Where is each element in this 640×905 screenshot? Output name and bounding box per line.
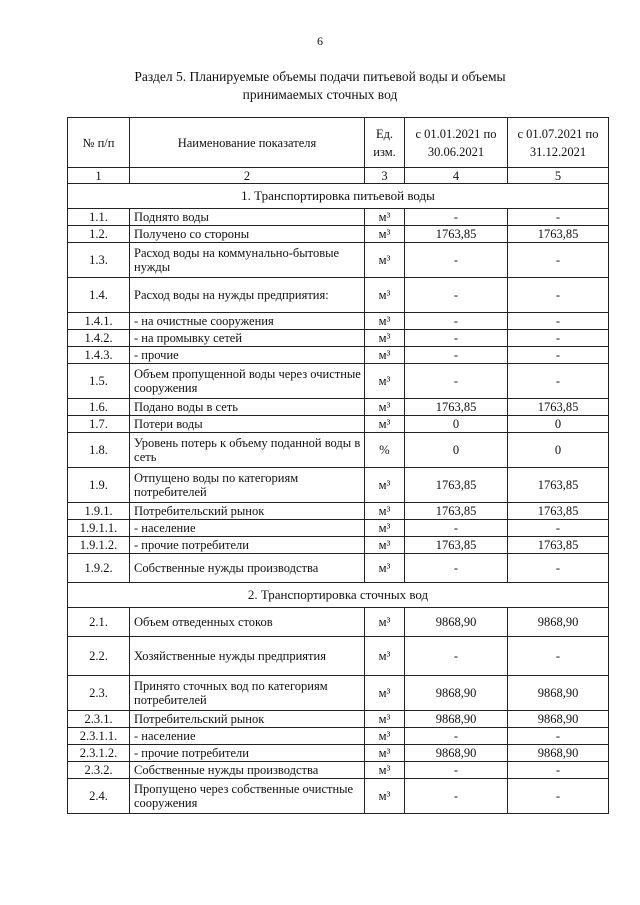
row-number: 2.3. — [68, 676, 130, 711]
unit-of-measure: м³ — [365, 537, 405, 554]
row-number: 1.4.1. — [68, 313, 130, 330]
indicator-name: Поднято воды — [130, 209, 365, 226]
value-period-2: - — [508, 520, 609, 537]
value-period-2: - — [508, 243, 609, 278]
header-name: Наименование показателя — [130, 118, 365, 168]
planned-volumes-table — [67, 117, 609, 814]
value-period-2: - — [508, 209, 609, 226]
indicator-name: Подано воды в сеть — [130, 399, 365, 416]
table-row — [68, 330, 609, 347]
value-period-2: 1763,85 — [508, 226, 609, 243]
value-period-2: 1763,85 — [508, 503, 609, 520]
value-period-1: 1763,85 — [405, 468, 508, 503]
row-number: 2.4. — [68, 779, 130, 814]
column-index: 4 — [405, 168, 508, 184]
row-number: 2.1. — [68, 608, 130, 637]
table-row — [68, 503, 609, 520]
row-number: 2.3.1. — [68, 711, 130, 728]
value-period-1: - — [405, 779, 508, 814]
unit-of-measure: м³ — [365, 347, 405, 364]
indicator-name: - прочие потребители — [130, 745, 365, 762]
value-period-1: 1763,85 — [405, 503, 508, 520]
section-heading: 2. Транспортировка сточных вод — [68, 583, 609, 608]
value-period-1: - — [405, 313, 508, 330]
value-period-1: 1763,85 — [405, 537, 508, 554]
table-row — [68, 209, 609, 226]
value-period-1: 1763,85 — [405, 226, 508, 243]
value-period-2: 0 — [508, 416, 609, 433]
unit-of-measure: м³ — [365, 468, 405, 503]
indicator-name: Объем пропущенной воды через очистные сооружения — [130, 364, 365, 399]
column-index: 3 — [365, 168, 405, 184]
table-row — [68, 779, 609, 814]
indicator-name: Собственные нужды производства — [130, 762, 365, 779]
indicator-name: - население — [130, 728, 365, 745]
section-title-line-1: Раздел 5. Планируемые объемы подачи питьевой воды и объемы — [134, 69, 506, 84]
table-row — [68, 762, 609, 779]
value-period-2: 1763,85 — [508, 468, 609, 503]
header-num: № п/п — [68, 118, 130, 168]
row-number: 1.4.2. — [68, 330, 130, 347]
column-index: 1 — [68, 168, 130, 184]
section-title — [100, 68, 540, 104]
row-number: 2.3.2. — [68, 762, 130, 779]
row-number: 1.7. — [68, 416, 130, 433]
row-number: 2.3.1.2. — [68, 745, 130, 762]
table-row — [68, 313, 609, 330]
row-number: 2.2. — [68, 637, 130, 676]
indicator-name: Потребительский рынок — [130, 503, 365, 520]
table-row — [68, 537, 609, 554]
section-row — [68, 184, 609, 209]
row-number: 1.9.1.2. — [68, 537, 130, 554]
table-row — [68, 637, 609, 676]
indicator-name: Потребительский рынок — [130, 711, 365, 728]
value-period-1: 9868,90 — [405, 608, 508, 637]
unit-of-measure: м³ — [365, 209, 405, 226]
indicator-name: Получено со стороны — [130, 226, 365, 243]
unit-of-measure: м³ — [365, 330, 405, 347]
value-period-2: - — [508, 347, 609, 364]
unit-of-measure: м³ — [365, 520, 405, 537]
indicator-name: Уровень потерь к объему поданной воды в сеть — [130, 433, 365, 468]
table-row — [68, 347, 609, 364]
value-period-1: - — [405, 243, 508, 278]
value-period-1: 9868,90 — [405, 711, 508, 728]
row-number: 1.9.1.1. — [68, 520, 130, 537]
unit-of-measure: м³ — [365, 608, 405, 637]
value-period-2: - — [508, 762, 609, 779]
indicator-name: Хозяйственные нужды предприятия — [130, 637, 365, 676]
row-number: 1.4. — [68, 278, 130, 313]
unit-of-measure: м³ — [365, 399, 405, 416]
value-period-1: 0 — [405, 433, 508, 468]
table-row — [68, 520, 609, 537]
table-row — [68, 278, 609, 313]
unit-of-measure: м³ — [365, 243, 405, 278]
value-period-2: 9868,90 — [508, 676, 609, 711]
value-period-1: - — [405, 364, 508, 399]
value-period-1: - — [405, 554, 508, 583]
value-period-2: - — [508, 728, 609, 745]
value-period-2: - — [508, 637, 609, 676]
section-row — [68, 583, 609, 608]
table-row — [68, 243, 609, 278]
indicator-name: Собственные нужды производства — [130, 554, 365, 583]
row-number: 1.2. — [68, 226, 130, 243]
unit-of-measure: м³ — [365, 503, 405, 520]
value-period-1: 9868,90 — [405, 745, 508, 762]
value-period-1: - — [405, 762, 508, 779]
unit-of-measure: м³ — [365, 711, 405, 728]
table-row — [68, 468, 609, 503]
unit-of-measure: % — [365, 433, 405, 468]
section-heading: 1. Транспортировка питьевой воды — [68, 184, 609, 209]
table-row — [68, 728, 609, 745]
value-period-1: - — [405, 278, 508, 313]
unit-of-measure: м³ — [365, 637, 405, 676]
row-number: 1.4.3. — [68, 347, 130, 364]
value-period-1: - — [405, 637, 508, 676]
indicator-name: Расход воды на коммунально-бытовые нужды — [130, 243, 365, 278]
value-period-2: 0 — [508, 433, 609, 468]
value-period-1: - — [405, 728, 508, 745]
table-row — [68, 226, 609, 243]
indicator-name: Потери воды — [130, 416, 365, 433]
column-index-row — [68, 168, 609, 184]
row-number: 1.9.2. — [68, 554, 130, 583]
indicator-name: - на очистные сооружения — [130, 313, 365, 330]
value-period-1: - — [405, 330, 508, 347]
value-period-2: - — [508, 330, 609, 347]
table-row — [68, 364, 609, 399]
value-period-1: - — [405, 209, 508, 226]
unit-of-measure: м³ — [365, 676, 405, 711]
unit-of-measure: м³ — [365, 313, 405, 330]
row-number: 1.9. — [68, 468, 130, 503]
row-number: 1.5. — [68, 364, 130, 399]
value-period-2: 1763,85 — [508, 399, 609, 416]
row-number: 2.3.1.1. — [68, 728, 130, 745]
value-period-2: - — [508, 364, 609, 399]
value-period-2: - — [508, 278, 609, 313]
header-period-1: с 01.01.2021 по 30.06.2021 — [405, 118, 508, 168]
table-row — [68, 416, 609, 433]
row-number: 1.3. — [68, 243, 130, 278]
unit-of-measure: м³ — [365, 745, 405, 762]
value-period-2: - — [508, 554, 609, 583]
indicator-name: Расход воды на нужды предприятия: — [130, 278, 365, 313]
value-period-1: - — [405, 520, 508, 537]
value-period-2: - — [508, 313, 609, 330]
indicator-name: - прочие потребители — [130, 537, 365, 554]
indicator-name: Отпущено воды по категориям потребителей — [130, 468, 365, 503]
indicator-name: Пропущено через собственные очистные сооружения — [130, 779, 365, 814]
unit-of-measure: м³ — [365, 728, 405, 745]
table-row — [68, 676, 609, 711]
unit-of-measure: м³ — [365, 364, 405, 399]
header-unit: Ед. изм. — [365, 118, 405, 168]
column-index: 5 — [508, 168, 609, 184]
indicator-name: - население — [130, 520, 365, 537]
table-header-row — [68, 118, 609, 168]
indicator-name: - на промывку сетей — [130, 330, 365, 347]
header-period-2: с 01.07.2021 по 31.12.2021 — [508, 118, 609, 168]
unit-of-measure: м³ — [365, 554, 405, 583]
value-period-1: 9868,90 — [405, 676, 508, 711]
row-number: 1.1. — [68, 209, 130, 226]
indicator-name: - прочие — [130, 347, 365, 364]
indicator-name: Принято сточных вод по категориям потребителей — [130, 676, 365, 711]
table-row — [68, 608, 609, 637]
table-row — [68, 554, 609, 583]
unit-of-measure: м³ — [365, 779, 405, 814]
value-period-1: 1763,85 — [405, 399, 508, 416]
column-index: 2 — [130, 168, 365, 184]
unit-of-measure: м³ — [365, 278, 405, 313]
unit-of-measure: м³ — [365, 416, 405, 433]
row-number: 1.8. — [68, 433, 130, 468]
table-row — [68, 711, 609, 728]
row-number: 1.6. — [68, 399, 130, 416]
row-number: 1.9.1. — [68, 503, 130, 520]
value-period-2: 1763,85 — [508, 537, 609, 554]
section-title-line-2: принимаемых сточных вод — [242, 87, 398, 102]
table-row — [68, 745, 609, 762]
value-period-2: 9868,90 — [508, 745, 609, 762]
indicator-name: Объем отведенных стоков — [130, 608, 365, 637]
value-period-2: - — [508, 779, 609, 814]
table-row — [68, 399, 609, 416]
table-row — [68, 433, 609, 468]
unit-of-measure: м³ — [365, 762, 405, 779]
value-period-1: 0 — [405, 416, 508, 433]
value-period-2: 9868,90 — [508, 711, 609, 728]
value-period-2: 9868,90 — [508, 608, 609, 637]
value-period-1: - — [405, 347, 508, 364]
unit-of-measure: м³ — [365, 226, 405, 243]
table-body — [68, 184, 609, 814]
page-number: 6 — [317, 34, 323, 48]
